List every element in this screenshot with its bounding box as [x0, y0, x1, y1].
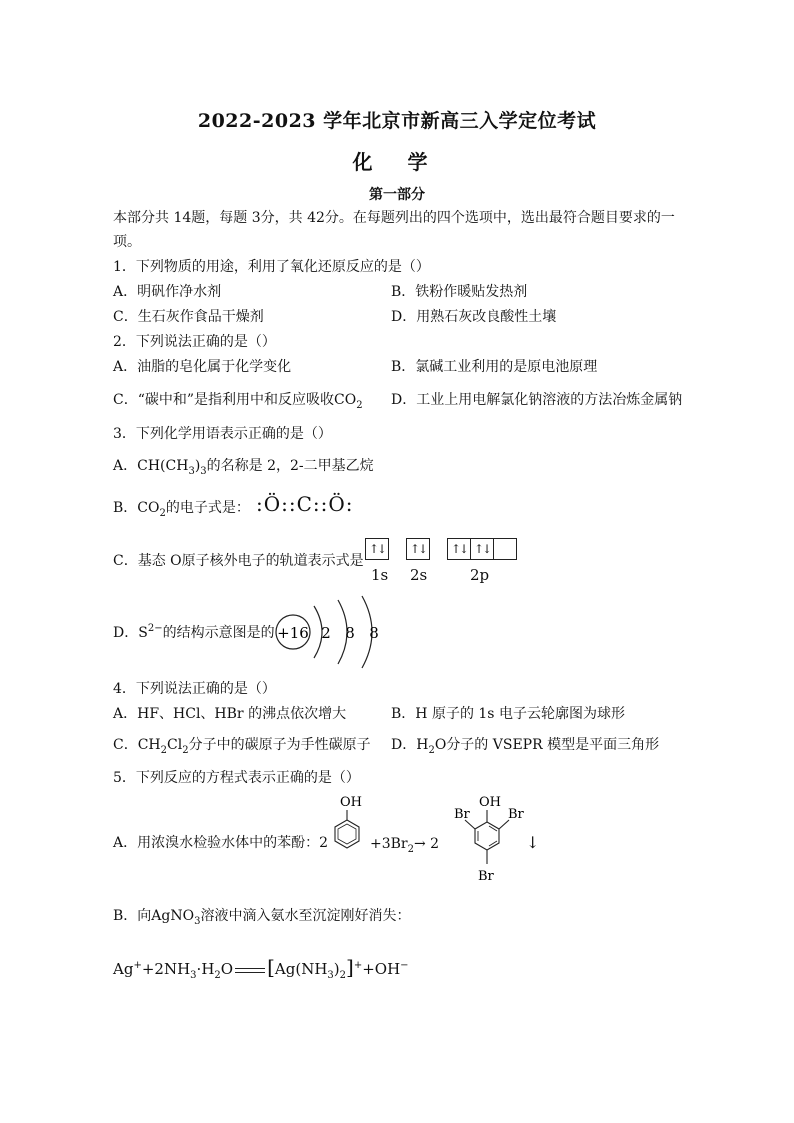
- intro-line-2: 项。: [113, 234, 141, 250]
- q4-option-c: C．$CH_2Cl_2$分子中的碳原子为手性碳原子: [113, 737, 371, 756]
- q5-option-b-text: B．向AgNO$_3$溶液中滴入氨水至沉淀刚好消失：: [113, 908, 411, 927]
- q3-option-d: D．$S^{2-}$的结构示意图是的: [113, 623, 275, 641]
- tbp-br-left: Br: [454, 807, 470, 822]
- q4-option-d: D．$H_2O$分子的 VSEPR 模型是平面三角形: [391, 737, 660, 756]
- orbital-2s-arrows: ↑↓: [409, 542, 427, 556]
- equation-equals: [235, 968, 265, 973]
- orbital-2p-cell-1: ↑↓: [448, 539, 471, 559]
- q1-option-c: C．生石灰作食品干燥剂: [113, 309, 264, 325]
- orbital-1s-box: [365, 538, 389, 560]
- shell-count-2: 8: [345, 624, 355, 642]
- orbital-2p-cell-2: ↑↓: [471, 539, 494, 559]
- intro-line-1: 本部分共 14题，每题 3分，共 42分。在每题列出的四个选项中，选出最符合题目要求的一: [113, 210, 675, 226]
- q5-reagent: $+3Br_2\to 2$: [370, 836, 440, 855]
- precipitate-arrow: ↓: [526, 833, 540, 852]
- q2-option-b: B．氯碱工业利用的是原电池原理: [391, 359, 598, 375]
- q2-stem: 2．下列说法正确的是（）: [113, 334, 276, 350]
- nucleus-charge: +16: [277, 624, 309, 642]
- q3-option-a: A．$CH(CH_3)_3$的名称是 2，2-二甲基乙烷: [113, 458, 374, 477]
- q2-option-c: C．“碳中和”是指利用中和反应吸收$CO_2$: [113, 392, 363, 411]
- q1-option-b: B．铁粉作暖贴发热剂: [391, 284, 528, 300]
- subject-heading: 化 学: [352, 150, 442, 174]
- shell-count-3: 8: [369, 624, 379, 642]
- q5-stem: 5．下列反应的方程式表示正确的是（）: [113, 770, 360, 786]
- tbp-oh-label: OH: [479, 795, 501, 810]
- q1-stem: 1．下列物质的用途，利用了氧化还原反应的是（）: [113, 259, 430, 275]
- orbital-label-1s: 1s: [371, 566, 389, 584]
- tbp-br-bottom: Br: [478, 869, 494, 884]
- sulfide-ion-structure-diagram: [270, 594, 390, 674]
- q5-option-a-text: A．用浓溴水检验水体中的苯酚：2: [113, 835, 329, 851]
- exam-title: 2022-2023 学年北京市新高三入学定位考试: [197, 110, 597, 132]
- orbital-2p-cell-3: [494, 539, 516, 559]
- q4-option-a: A．HF、HCl、HBr 的沸点依次增大: [113, 706, 347, 722]
- shell-count-1: 2: [321, 624, 331, 642]
- q1-option-a: A．明矾作净水剂: [113, 284, 222, 300]
- q3-stem: 3．下列化学用语表示正确的是（）: [113, 426, 332, 442]
- orbital-1s-arrows: ↑↓: [368, 542, 386, 556]
- co2-electron-formula: :Ö::C::Ö:: [256, 492, 354, 516]
- orbital-2s-box: [406, 538, 430, 560]
- phenol-oh-label: OH: [340, 795, 362, 810]
- silver-ammonia-equation: $Ag^++2NH_3\cdot H_2O$ $[Ag(NH_3)_2]^++OH^-$: [113, 955, 409, 981]
- q4-stem: 4．下列说法正确的是（）: [113, 681, 276, 697]
- q2-option-a: A．油脂的皂化属于化学变化: [113, 359, 292, 375]
- q3-option-b: B．$CO_2$的电子式是：: [113, 500, 250, 519]
- tbp-br-right: Br: [508, 807, 524, 822]
- orbital-label-2p: 2p: [470, 566, 490, 584]
- q4-option-b: B．H 原子的 1s 电子云轮廓图为球形: [391, 706, 625, 722]
- orbital-label-2s: 2s: [410, 566, 428, 584]
- q2-option-d: D．工业上用电解氯化钠溶液的方法冶炼金属钠: [391, 392, 683, 408]
- q1-option-d: D．用熟石灰改良酸性土壤: [391, 309, 557, 325]
- section-heading: 第一部分: [369, 187, 425, 203]
- phenol-structure: [328, 792, 368, 862]
- q3-option-c: C．基态 O原子核外电子的轨道表示式是: [113, 553, 364, 569]
- orbital-2p-box: [447, 538, 517, 560]
